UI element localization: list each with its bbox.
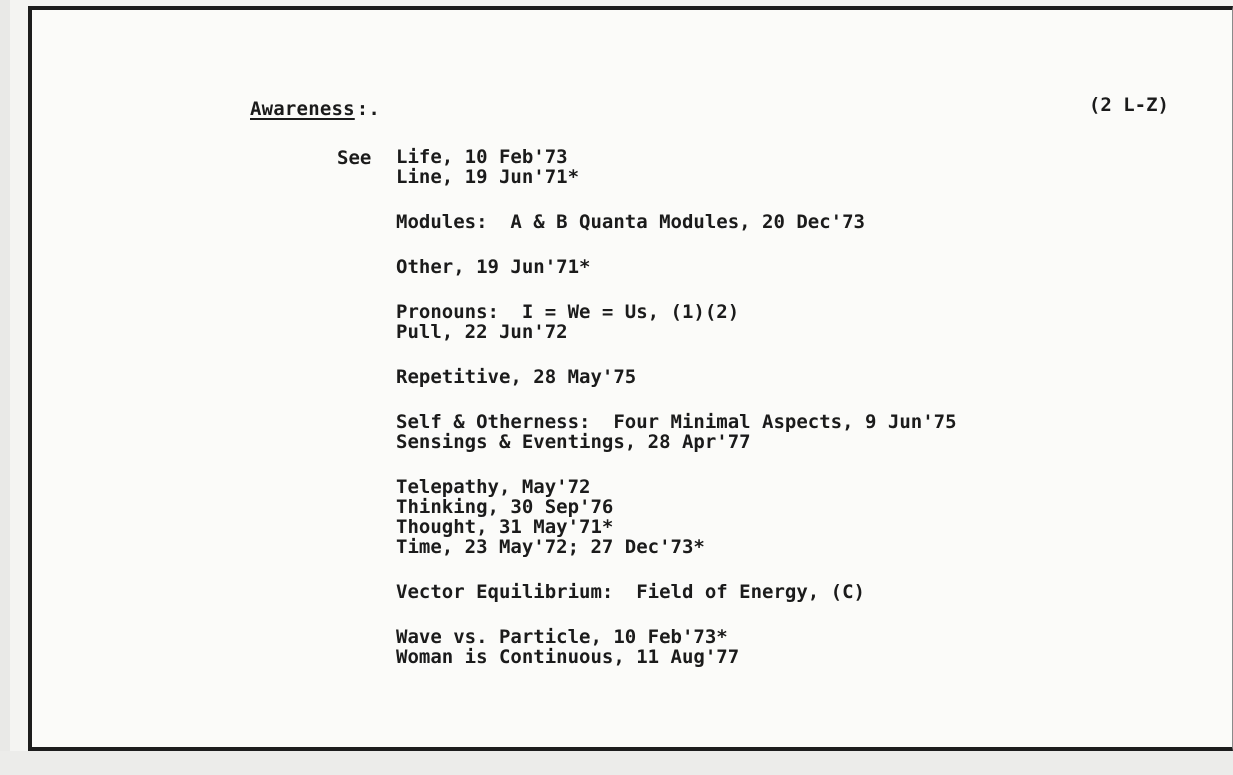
- entry-group: [396, 367, 1176, 387]
- heading-text: Awareness: [250, 98, 355, 120]
- entry-line: Telepathy, May'72: [396, 476, 591, 498]
- entry-group: [396, 582, 1176, 602]
- scan-left-edge: [0, 0, 10, 775]
- entry-line: Pronouns: I = We = Us, (1)(2): [396, 301, 740, 323]
- entry-line: Thinking, 30 Sep'76: [396, 496, 614, 518]
- scan-bottom-edge: [0, 751, 1233, 775]
- entry-line: Wave vs. Particle, 10 Feb'73*: [396, 626, 728, 648]
- entry-line: Pull, 22 Jun'72: [396, 321, 568, 343]
- entry-group: [396, 212, 1176, 232]
- entry-line: Repetitive, 28 May'75: [396, 366, 637, 388]
- entry-line: Line, 19 Jun'71*: [396, 166, 580, 188]
- entry-group: [396, 257, 1176, 277]
- card-range-label: (2 L-Z): [1088, 94, 1169, 116]
- entry-line: Modules: A & B Quanta Modules, 20 Dec'73: [396, 211, 865, 233]
- entry-line: Sensings & Eventings, 28 Apr'77: [396, 431, 751, 453]
- entry-line: Self & Otherness: Four Minimal Aspects, 9 Jun'75: [396, 411, 957, 433]
- entry-list: [396, 147, 1176, 692]
- entry-group: [396, 477, 1176, 557]
- entry-line: Thought, 31 May'71*: [396, 516, 614, 538]
- entry-group: [396, 147, 1176, 187]
- see-label: See: [337, 147, 372, 169]
- entry-group: [396, 412, 1176, 452]
- entry-group: [396, 302, 1176, 342]
- entry-line: Vector Equilibrium: Field of Energy, (C): [396, 581, 865, 603]
- entry-group: [396, 627, 1176, 667]
- entry-line: Time, 23 May'72; 27 Dec'73*: [396, 536, 705, 558]
- entry-line: Other, 19 Jun'71*: [396, 256, 591, 278]
- entry-line: Woman is Continuous, 11 Aug'77: [396, 646, 740, 668]
- heading-colon: :.: [356, 98, 381, 120]
- entry-line: Life, 10 Feb'73: [396, 146, 568, 168]
- card-heading: [250, 98, 380, 120]
